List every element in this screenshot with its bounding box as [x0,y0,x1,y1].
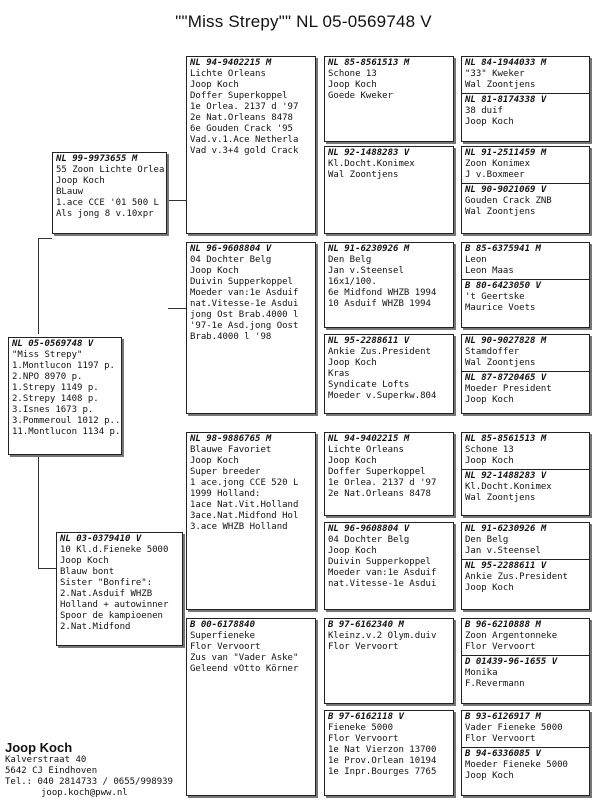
ring-number: B 97-6162118 V [328,712,404,722]
info-line: Lichte Orleans [328,445,404,455]
info-line: '97-1e Asd.jong Oost [190,321,299,331]
owner-name: Joop Koch [5,740,73,755]
info-line: Kl.Docht.Konimex [328,159,415,169]
great-grandparent-card [324,242,454,328]
info-line: Fieneke 5000 [328,723,394,733]
info-line: Doffer Superkoppel [328,467,426,477]
owner-email: joop.koch@pww.nl [41,788,128,798]
info-line: 1e Orlea. 2137 d '97 [190,102,299,112]
info-line: Joop Koch [56,176,105,186]
info-line: BLauw [56,187,84,197]
great-grandparent-card [324,522,454,610]
ring-number: NL 94-9402215 M [190,58,272,68]
info-line: Moeder Fieneke 5000 [465,760,568,770]
ring-number: NL 99-9973655 M [56,154,138,164]
ring-number: B 85-6375941 M [465,244,541,254]
great-grandparent-card [324,334,454,414]
ancestor-pair-card [461,56,590,142]
great-grandparent-card [324,146,454,234]
info-line: nat.Vitesse-1e Asdui [190,299,299,309]
owner-phone: Tel.: 040 2814733 / 0655/998939 [5,777,173,787]
info-line: "33" Kweker [465,69,525,79]
info-line: 2.Nat.Asduif WHZB [60,589,153,599]
info-line: Joop Koch [190,80,239,90]
ancestor-pair-card [461,522,590,610]
info-line: Lichte Orleans [190,69,266,79]
owner-address: Kalverstraat 40 [5,755,87,765]
info-line: Joop Koch [465,583,514,593]
info-line: Ankie Zus.President [465,572,568,582]
info-line: Moeder van:1e Asduif [328,568,437,578]
ring-number: NL 85-8561513 M [465,434,547,444]
ring-number: B 93-6126917 M [465,712,541,722]
page-title: ""Miss Strepy"" NL 05-0569748 V [175,12,432,31]
great-grandparent-card [324,710,454,796]
great-grandparent-card [324,56,454,142]
info-line: 04 Dochter Belg [328,535,410,545]
info-line: 3.ace WHZB Holland [190,522,288,532]
great-grandparent-card [324,618,454,704]
ring-number: NL 91-6230926 M [465,524,547,534]
info-line: Joop Koch [190,456,239,466]
info-line: Holland + autowinner [60,600,169,610]
info-line: Joop Koch [465,395,514,405]
info-line: "Miss Strepy" [12,350,83,360]
subject-card [8,337,122,455]
info-line: Spoor de kampioenen [60,611,163,621]
info-line: Wal Zoontjens [465,493,536,503]
info-line: Maurice Voets [465,303,536,313]
owner-city: 5642 CJ Eindhoven [5,766,98,776]
info-line: Brab.4000 l '98 [190,332,272,342]
info-line: F.Revermann [465,679,525,689]
ring-number: NL 03-0379410 V [60,534,142,544]
info-line: Flor Vervoort [465,642,536,652]
info-line: Als jong 8 v.10xpr [56,209,154,219]
ring-number: NL 91-2511459 M [465,148,547,158]
info-line: Gouden Crack ZNB [465,196,552,206]
info-line: Doffer Superkoppel [190,91,288,101]
divider [462,183,589,184]
info-line: 55 Zoon Lichte Orlea [56,165,165,175]
info-line: J v.Boxmeer [465,170,525,180]
info-line: Zus van "Vader Aske" [190,653,299,663]
owner-contact [5,740,173,799]
info-line: 6e Midfond WHZB 1994 [328,288,437,298]
ring-number: NL 91-6230926 M [328,244,410,254]
info-line: Superfieneke [190,631,256,641]
ring-number: NL 95-2288611 V [465,561,547,571]
info-line: Goede Kweker [328,91,394,101]
connector-line [168,200,186,201]
ring-number: B 94-6336085 V [465,749,541,759]
info-line: Moeder v.Superkw.804 [328,391,437,401]
dam-card [56,532,183,646]
info-line: 1ace Nat.Vit.Holland [190,500,299,510]
connector-line [168,308,186,309]
sire-card [52,152,167,234]
info-line: Joop Koch [328,456,377,466]
info-line: Geleend vOtto Körner [190,664,299,674]
ring-number: B 80-6423050 V [465,281,541,291]
ring-number: NL 90-9027828 M [465,336,547,346]
info-line: Super breeder [190,467,261,477]
info-line: 1e Orlea. 2137 d '97 [328,478,437,488]
ring-number: NL 85-8561513 M [328,58,410,68]
info-line: Joop Koch [190,266,239,276]
ancestor-pair-card [461,618,590,704]
info-line: jong Ost Brab.4000 l [190,310,299,320]
info-line: 11.Montlucon 1134 p. [12,427,121,437]
ring-number: NL 94-9402215 M [328,434,410,444]
info-line: Wal Zoontjens [465,80,536,90]
info-line: 3.Pommeroul 1012 p.. [12,416,121,426]
info-line: Jan v.Steensel [328,266,404,276]
info-line: Moeder President [465,384,552,394]
info-line: Joop Koch [465,771,514,781]
info-line: Leon [465,255,487,265]
info-line: Joop Koch [328,358,377,368]
connector-line [38,568,56,569]
divider [462,469,589,470]
ancestor-pair-card [461,146,590,234]
info-line: Sister "Bonfire": [60,578,153,588]
info-line: Joop Koch [465,117,514,127]
info-line: Schone 13 [465,445,514,455]
divider [462,655,589,656]
info-line: Kras [328,369,350,379]
ring-number: B 97-6162340 M [328,620,404,630]
connector-line [38,456,39,568]
ring-number: NL 87-8720465 V [465,373,547,383]
info-line: 2.NPO 8970 p. [12,372,83,382]
info-line: 1.Montlucon 1197 p. [12,361,115,371]
divider [462,371,589,372]
ancestor-pair-card [461,710,590,796]
info-line: 04 Dochter Belg [190,255,272,265]
ancestor-pair-card [461,432,590,516]
info-line: Den Belg [328,255,372,265]
info-line: Flor Vervoort [328,734,399,744]
info-line: 10 Kl.d.Fieneke 5000 [60,545,169,555]
info-line: Zoon Konimex [465,159,531,169]
info-line: 2.Nat.Midfond [60,622,131,632]
info-line: Schone 13 [328,69,377,79]
info-line: Joop Koch [465,456,514,466]
info-line: Wal Zoontjens [465,358,536,368]
info-line: Joop Koch [60,556,109,566]
info-line: 2e Nat.Orleans 8478 [190,113,293,123]
ring-number: NL 92-1488283 V [328,148,410,158]
info-line: Jan v.Steensel [465,546,541,556]
info-line: Wal Zoontjens [328,170,399,180]
info-line: Moeder van:1e Asduif [190,288,299,298]
info-line: 1.ace CCE '01 500 L [56,198,159,208]
info-line: Den Belg [465,535,509,545]
ring-number: NL 96-9608804 V [328,524,410,534]
ring-number: B 00-6178840 [190,620,256,630]
info-line: 3ace.Nat.Midfond Hol [190,511,299,521]
info-line: 1e Nat Vierzon 13700 [328,745,437,755]
info-line: Ankie Zus.President [328,347,431,357]
ring-number: NL 90-9021069 V [465,185,547,195]
info-line: 38 duif [465,106,503,116]
ring-number: NL 96-9608804 V [190,244,272,254]
info-line: 1e Inpr.Bourges 7765 [328,767,437,777]
ring-number: NL 05-0569748 V [12,339,94,349]
info-line: Flor Vervoort [465,734,536,744]
grandparent-card [186,56,316,234]
info-line: Joop Koch [328,80,377,90]
divider [462,93,589,94]
info-line: Stamdoffer [465,347,520,357]
info-line: 2e Nat.Orleans 8478 [328,489,431,499]
info-line: 2.Strepy 1408 p. [12,394,99,404]
ring-number: B 96-6210888 M [465,620,541,630]
info-line: Vad.v.1.Ace Netherla [190,135,299,145]
info-line: 1.Strepy 1149 p. [12,383,99,393]
info-line: Joop Koch [328,546,377,556]
info-line: Vad v.3+4 gold Crack [190,146,299,156]
divider [462,747,589,748]
ring-number: NL 98-9886765 M [190,434,272,444]
info-line: Wal Zoontjens [465,207,536,217]
ring-number: NL 81-8174338 V [465,95,547,105]
info-line: 6e Gouden Crack '95 [190,124,293,134]
info-line: 1e Prov.Orlean 10194 [328,756,437,766]
info-line: Flor Vervoort [190,642,261,652]
great-grandparent-card [324,432,454,516]
info-line: Monika [465,668,498,678]
info-line: Vader Fieneke 5000 [465,723,563,733]
info-line: Duivin Supperkoppel [328,557,431,567]
connector-line [38,238,39,334]
connector-line [38,238,52,239]
info-line: nat.Vitesse-1e Asdui [328,579,437,589]
info-line: Kleinz.v.2 Olym.duiv [328,631,437,641]
divider [462,559,589,560]
grandparent-card [186,618,316,796]
info-line: Blauwe Favoriet [190,445,272,455]
info-line: Blauw bont [60,567,115,577]
grandparent-card [186,432,316,610]
info-line: Flor Vervoort [328,642,399,652]
ring-number: D 01439-96-1655 V [465,657,558,667]
info-line: 16x1/100. [328,277,377,287]
info-line: Duivin Supperkoppel [190,277,293,287]
info-line: 1999 Holland: [190,489,261,499]
ring-number: NL 84-1944033 M [465,58,547,68]
grandparent-card [186,242,316,414]
ancestor-pair-card [461,334,590,414]
divider [462,279,589,280]
info-line: 1 ace.jong CCE 520 L [190,478,299,488]
info-line: Syndicate Lofts [328,380,410,390]
ring-number: NL 95-2288611 V [328,336,410,346]
info-line: Leon Maas [465,266,514,276]
ring-number: NL 92-1488283 V [465,471,547,481]
info-line: 10 Asduif WHZB 1994 [328,299,431,309]
info-line: 3.Isnes 1673 p. [12,405,94,415]
info-line: 't Geertske [465,292,525,302]
info-line: Kl.Docht.Konimex [465,482,552,492]
info-line: Zoon Argentonneke [465,631,558,641]
ancestor-pair-card [461,242,590,328]
